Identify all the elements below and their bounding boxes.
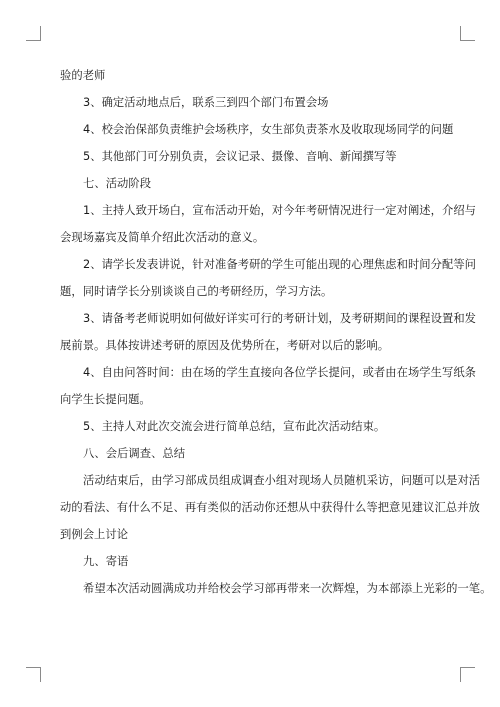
text-line: 1、主持人致开场白，宣布活动开始，对今年考研情况进行一定对阐述，介绍与 — [83, 204, 477, 217]
text-line: 5、主持人对此次交流会进行简单总结，宣布此次活动结束。 — [83, 420, 386, 433]
crop-mark-top-left — [26, 26, 41, 41]
text-line: 展前景。具体按讲述考研的原因及优势所在，考研对以后的影响。 — [60, 339, 390, 352]
text-line: 3、请备考老师说明如何做好详实可行的考研计划，及考研期间的课程设置和发 — [83, 312, 477, 325]
text-line: 会现场嘉宾及简单介绍此次活动的意义。 — [60, 231, 265, 244]
text-line: 希望本次活动圆满成功并给校会学习部再带来一次辉煌，为本部添上光彩的一笔。 — [83, 582, 492, 595]
text-line: 验的老师 — [60, 69, 106, 82]
section-heading: 七、活动阶段 — [83, 177, 152, 190]
crop-mark-top-right — [460, 26, 475, 41]
crop-mark-bottom-right — [460, 667, 475, 682]
text-line: 题，同时请学长分别谈谈自己的考研经历，学习方法。 — [60, 285, 333, 298]
text-line: 到例会上讨论 — [60, 528, 129, 541]
text-line: 向学生长提问题。 — [60, 393, 151, 406]
text-line: 4、校会治保部负责维护会场秩序，女生部负责茶水及收取现场同学的问题 — [83, 123, 454, 136]
text-line: 动的看法、有什么不足、再有类似的活动你还想从中获得什么等把意见建议汇总并放 — [60, 501, 480, 514]
text-line: 活动结束后，由学习部成员组成调查小组对现场人员随机采访，问题可以是对活 — [83, 474, 481, 487]
text-line: 3、确定活动地点后，联系三到四个部门布置会场 — [83, 96, 329, 109]
text-line: 4、自由问答时间：由在场的学生直接向各位学长提问，或者由在场学生写纸条 — [83, 366, 477, 379]
text-line: 2、请学长发表讲说，针对准备考研的学生可能出现的心理焦虑和时间分配等问 — [83, 258, 477, 271]
section-heading: 九、寄语 — [83, 555, 129, 568]
document-body — [60, 62, 492, 602]
section-heading: 八、会后调查、总结 — [83, 447, 186, 460]
crop-mark-bottom-left — [26, 667, 41, 682]
text-line: 5、其他部门可分别负责，会议记录、摄像、音响、新闻撰写等 — [83, 150, 397, 163]
